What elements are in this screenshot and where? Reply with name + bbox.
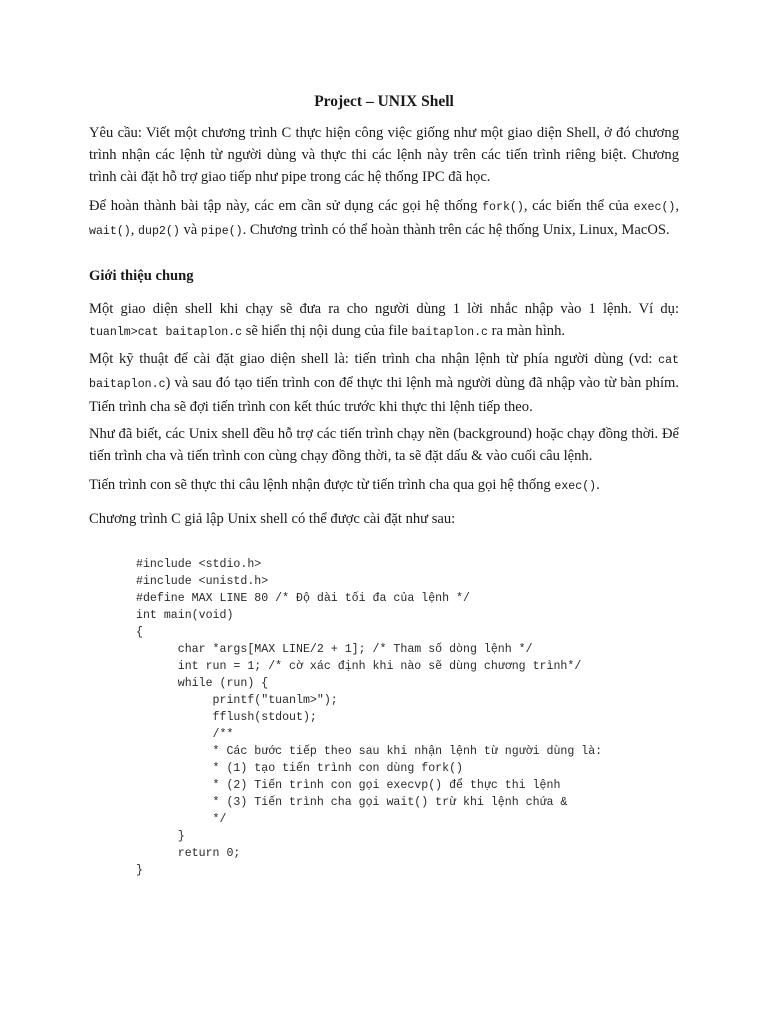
code-line: * (1) tạo tiến trình con dùng fork() bbox=[136, 762, 463, 775]
code-pipe: pipe() bbox=[200, 225, 243, 238]
code-line: } bbox=[136, 864, 143, 877]
code-wait: wait() bbox=[89, 225, 131, 238]
code-line: */ bbox=[136, 813, 227, 826]
requirement-paragraph: Yêu cầu: Viết một chương trình C thực hiện công việc giống như một giao diện Shell, ở đó chương trình nhận các lệnh từ người dùng và thực thi các lệnh này trên các tiến trình riêng biệt. Chương trình cài đặt hỗ trợ giao tiếp như pipe trong các hệ thống IPC đã học. bbox=[89, 125, 679, 185]
code-line: fflush(stdout); bbox=[136, 711, 317, 724]
code-exec: exec() bbox=[633, 201, 676, 214]
code-line: { bbox=[136, 626, 143, 639]
code-filename: baitaplon.c bbox=[411, 326, 489, 339]
code-line: * (3) Tiến trình cha gọi wait() trừ khi lệnh chứa & bbox=[136, 796, 568, 809]
code-cat-example: cat baitaplon.c bbox=[89, 354, 679, 391]
code-line: #define MAX LINE 80 /* Độ dài tối đa của lệnh */ bbox=[136, 592, 470, 605]
syscalls-paragraph: Để hoàn thành bài tập này, các em cần sử dụng các gọi hệ thống fork(), các biến thể của exec(), wait(), dup2() và pipe(). Chương trình có thể hoàn thành trên các hệ thống Unix, Linux, MacOS. bbox=[89, 198, 680, 238]
code-line: while (run) { bbox=[136, 677, 269, 690]
code-line: } bbox=[136, 830, 185, 843]
code-line: * (2) Tiến trình con gọi execvp() để thực thi lệnh bbox=[136, 779, 561, 792]
code-dup2: dup2() bbox=[138, 225, 180, 238]
code-line: char *args[MAX LINE/2 + 1]; /* Tham số dòng lệnh */ bbox=[136, 643, 533, 656]
section-heading: Giới thiệu chung bbox=[89, 268, 194, 284]
code-block bbox=[136, 556, 602, 879]
code-line: return 0; bbox=[136, 847, 241, 860]
intro-paragraph: Một giao diện shell khi chạy sẽ đưa ra cho người dùng 1 lời nhắc nhập vào 1 lệnh. Ví dụ: tuanlm>cat baitaplon.c sẽ hiển thị nội dung của file baitaplon.c ra màn hình. bbox=[89, 301, 679, 339]
code-prompt-example: tuanlm>cat baitaplon.c bbox=[89, 326, 243, 339]
technique-paragraph: Một kỹ thuật để cài đặt giao diện shell là: tiến trình cha nhận lệnh từ phía người dùng (vd: cat baitaplon.c) và sau đó tạo tiến trình con để thực thi lệnh mà người dùng đã nhập vào từ bàn phím. Tiến trình cha sẽ đợi tiến trình con kết thúc trước khi thực thi lệnh tiếp theo. bbox=[89, 351, 679, 415]
code-line: #include <unistd.h> bbox=[136, 575, 269, 588]
code-line: int main(void) bbox=[136, 609, 234, 622]
code-exec-call: exec() bbox=[554, 480, 597, 493]
program-intro-paragraph: Chương trình C giả lập Unix shell có thể được cài đặt như sau: bbox=[89, 511, 456, 527]
background-paragraph: Như đã biết, các Unix shell đều hỗ trợ các tiến trình chạy nền (background) hoặc chạy đồng thời. Để tiến trình cha và tiến trình con cùng chạy đồng thời, ta sẽ đặt dấu & vào cuối câu lệnh. bbox=[89, 426, 679, 464]
document-title: Project – UNIX Shell bbox=[314, 93, 454, 110]
code-line: printf("tuanlm>"); bbox=[136, 694, 338, 707]
code-line: int run = 1; /* cờ xác định khi nào sẽ dùng chương trình*/ bbox=[136, 660, 582, 673]
exec-paragraph: Tiến trình con sẽ thực thi câu lệnh nhận được từ tiến trình cha qua gọi hệ thống exec(). bbox=[89, 477, 600, 493]
code-fork: fork() bbox=[482, 201, 524, 214]
code-line: /** bbox=[136, 728, 234, 741]
code-line: #include <stdio.h> bbox=[136, 558, 262, 571]
code-line: * Các bước tiếp theo sau khi nhận lệnh từ người dùng là: bbox=[136, 745, 603, 758]
